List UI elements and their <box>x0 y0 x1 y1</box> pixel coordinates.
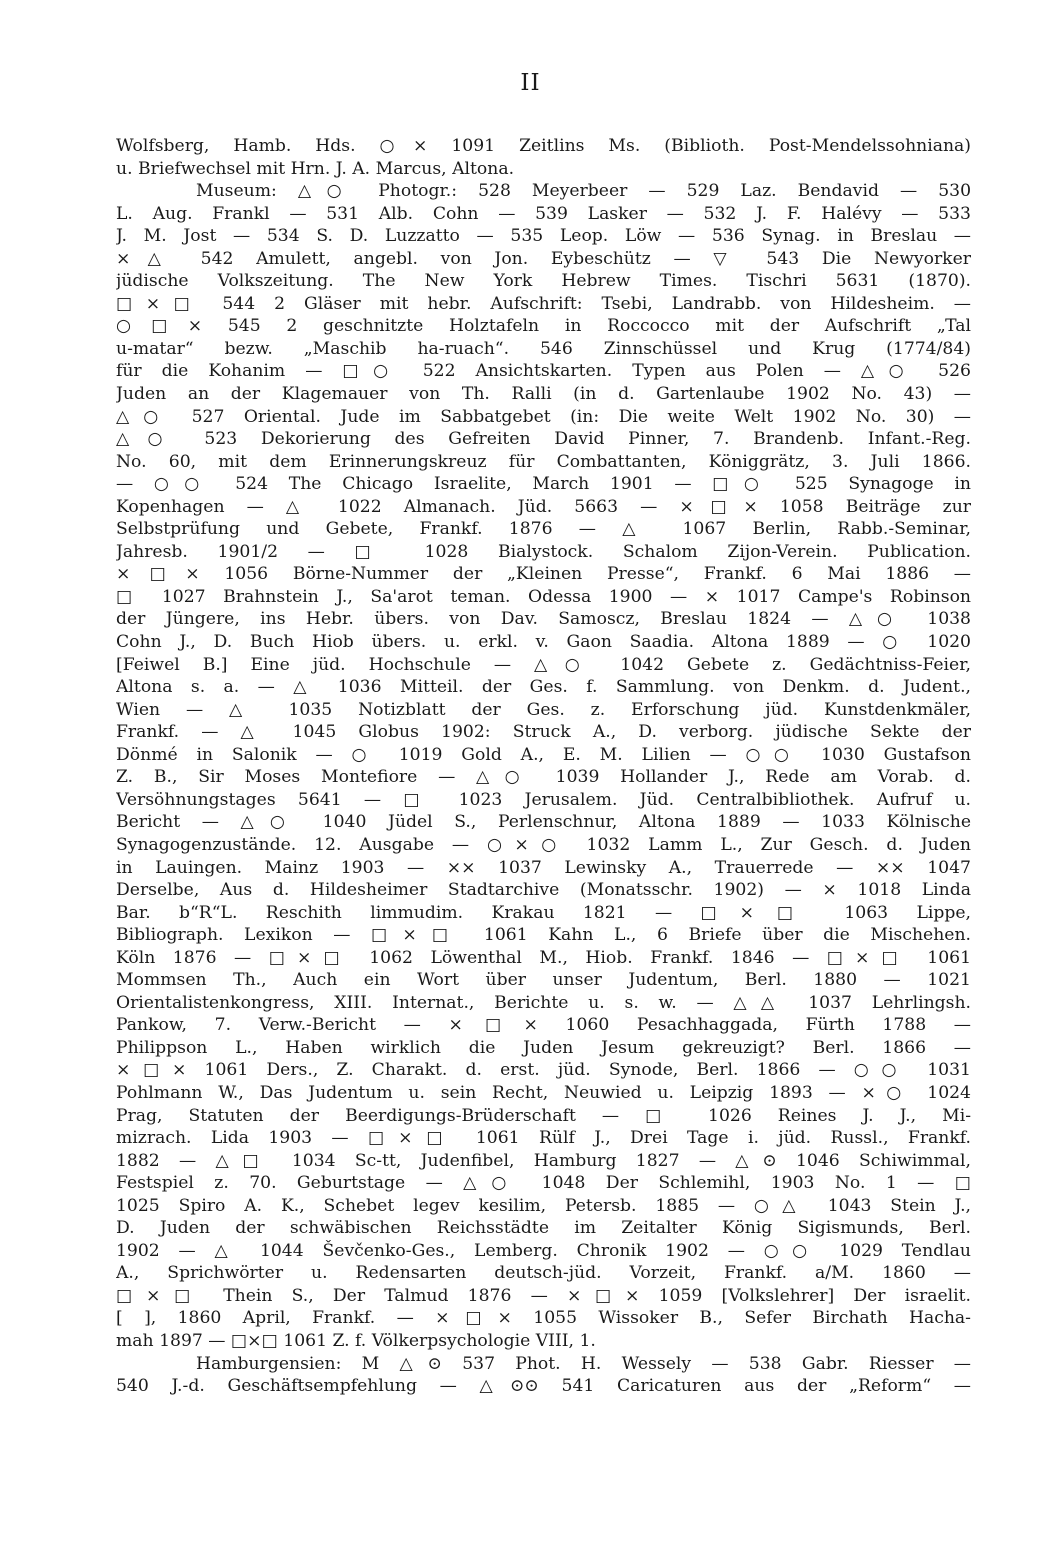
text-line: Festspiel z. 70. Geburtstage — △○ 1048 Der Schlemihl, 1903 No. 1 — □ <box>116 1173 971 1194</box>
text-line: ○□× 545 2 geschnitzte Holztafeln in Roccocco mit der Aufschrift „Tal <box>116 316 971 337</box>
text-line: Kopenhagen — △ 1022 Almanach. Jüd. 5663 — ×□× 1058 Beiträge zur <box>116 496 971 517</box>
text-line: Köln 1876 — □×□ 1062 Löwenthal M., Hiob. Frankf. 1846 — □×□ 1061 <box>116 947 971 968</box>
text-line: No. 60, mit dem Erinnerungskreuz für Combattanten, Königgrätz, 3. Juli 1866. <box>116 451 971 472</box>
text-line: □×□ 544 2 Gläser mit hebr. Aufschrift: Tsebi, Landrabb. von Hildesheim. — <box>116 293 971 314</box>
text-line: 1882 — △□ 1034 Sc-tt, Judenfibel, Hamburg 1827 — △⊙ 1046 Schiwimmal, <box>116 1150 971 1171</box>
text-line: D. Juden der schwäbischen Reichsstädte im Zeitalter König Sigismunds, Berl. <box>116 1218 971 1239</box>
text-line: [ ], 1860 April, Frankf. — ×□× 1055 Wissoker B., Sefer Birchath Hacha- <box>116 1308 971 1329</box>
text-line: △○ 527 Oriental. Jude im Sabbatgebet (in: Die weite Welt 1902 No. 30) — <box>116 406 971 427</box>
text-line: Museum: △○ Photogr.: 528 Meyerbeer — 529 Laz. Bendavid — 530 <box>196 181 971 202</box>
text-line: Frankf. — △ 1045 Globus 1902: Struck A., D. verborg. jüdische Sekte der <box>116 722 971 743</box>
text-line: Selbstprüfung und Gebete, Frankf. 1876 — △ 1067 Berlin, Rabb.-Seminar, <box>116 519 971 540</box>
text-line: mizrach. Lida 1903 — □×□ 1061 Rülf J., Drei Tage i. jüd. Russl., Frankf. <box>116 1128 971 1149</box>
text-line: □×□ Thein S., Der Talmud 1876 — ×□× 1059 [Volkslehrer] Der israelit. <box>116 1285 971 1306</box>
text-line: Philippson L., Haben wirklich die Juden Jesum gekreuzigt? Berl. 1866 — <box>116 1037 971 1058</box>
text-line: Pohlmann W., Das Judentum u. sein Recht, Neuwied u. Leipzig 1893 — ×○ 1024 <box>116 1082 971 1103</box>
text-line: Bar. b“R“L. Reschith limmudim. Krakau 1821 — □×□ 1063 Lippe, <box>116 902 971 923</box>
text-line: □ 1027 Brahnstein J., Sa'arot teman. Odessa 1900 — × 1017 Campe's Robinson <box>116 586 971 607</box>
text-line: △○ 523 Dekorierung des Gefreiten David Pinner, 7. Brandenb. Infant.-Reg. <box>116 429 971 450</box>
page-number: II <box>520 70 541 96</box>
text-line: Jahresb. 1901/2 — □ 1028 Bialystock. Schalom Zijon-Verein. Publication. <box>116 541 971 562</box>
text-line: ×□× 1056 Börne-Nummer der „Kleinen Presse“, Frankf. 6 Mai 1886 — <box>116 564 971 585</box>
text-line: Bericht — △○ 1040 Jüdel S., Perlenschnur, Altona 1889 — 1033 Kölnische <box>116 812 971 833</box>
text-line: u-matar“ bezw. „Maschib ha-ruach“. 546 Zinnschüssel und Krug (1774/84) <box>116 338 971 359</box>
text-line: Synagogenzustände. 12. Ausgabe — ○×○ 1032 Lamm L., Zur Gesch. d. Juden <box>116 834 971 855</box>
text-line: Hamburgensien: M △⊙ 537 Phot. H. Wessely — 538 Gabr. Riesser — <box>196 1353 971 1374</box>
text-line: Pankow, 7. Verw.-Bericht — ×□× 1060 Pesachhaggada, Fürth 1788 — <box>116 1015 971 1036</box>
text-line: Wien — △ 1035 Notizblatt der Ges. z. Erforschung jüd. Kunstdenkmäler, <box>116 699 971 720</box>
text-line: — ○○ 524 The Chicago Israelite, March 1901 — □○ 525 Synagoge in <box>116 474 971 495</box>
text-line: u. Briefwechsel mit Hrn. J. A. Marcus, Altona. <box>116 158 515 179</box>
text-line: in Lauingen. Mainz 1903 — ×× 1037 Lewinsky A., Trauerrede — ×× 1047 <box>116 857 971 878</box>
text-line: Cohn J., D. Buch Hiob übers. u. erkl. v. Gaon Saadia. Altona 1889 — ○ 1020 <box>116 632 971 653</box>
text-line: Dönmé in Salonik — ○ 1019 Gold A., E. M. Lilien — ○○ 1030 Gustafson <box>116 744 971 765</box>
text-block <box>116 135 971 1398</box>
text-line: J. M. Jost — 534 S. D. Luzzatto — 535 Leop. Löw — 536 Synag. in Breslau — <box>116 226 971 247</box>
text-line: Prag, Statuten der Beerdigungs-Brüderschaft — □ 1026 Reines J. J., Mi- <box>116 1105 971 1126</box>
text-line: Derselbe, Aus d. Hildesheimer Stadtarchive (Monatsschr. 1902) — × 1018 Linda <box>116 880 971 901</box>
text-line: Z. B., Sir Moses Montefiore — △○ 1039 Hollander J., Rede am Vorab. d. <box>116 767 971 788</box>
text-line: Mommsen Th., Auch ein Wort über unser Judentum, Berl. 1880 — 1021 <box>116 970 971 991</box>
text-line: ×□× 1061 Ders., Z. Charakt. d. erst. jüd. Synode, Berl. 1866 — ○○ 1031 <box>116 1060 971 1081</box>
text-line: Juden an der Klagemauer von Th. Ralli (in d. Gartenlaube 1902 No. 43) — <box>116 384 971 405</box>
text-line: Orientalistenkongress, XIII. Internat., Berichte u. s. w. — △△ 1037 Lehrlingsh. <box>116 992 971 1013</box>
text-line: Bibliograph. Lexikon — □×□ 1061 Kahn L., 6 Briefe über die Mischehen. <box>116 925 971 946</box>
text-line: der Jüngere, ins Hebr. übers. von Dav. Samoscz, Breslau 1824 — △○ 1038 <box>116 609 971 630</box>
text-line: Versöhnungstages 5641 — □ 1023 Jerusalem. Jüd. Centralbibliothek. Aufruf u. <box>116 789 971 810</box>
text-line: jüdische Volkszeitung. The New York Hebrew Times. Tischri 5631 (1870). <box>116 271 971 292</box>
text-line: für die Kohanim — □○ 522 Ansichtskarten. Typen aus Polen — △○ 526 <box>116 361 971 382</box>
text-line: Altona s. a. — △ 1036 Mitteil. der Ges. f. Sammlung. von Denkm. d. Judent., <box>116 677 971 698</box>
text-line: A., Sprichwörter u. Redensarten deutsch-jüd. Vorzeit, Frankf. a/M. 1860 — <box>116 1263 971 1284</box>
text-line: mah 1897 — □×□ 1061 Z. f. Völkerpsychologie VIII, 1. <box>116 1330 596 1351</box>
text-line: [Feiwel B.] Eine jüd. Hochschule — △○ 1042 Gebete z. Gedächtniss-Feier, <box>116 654 971 675</box>
text-line: ×△ 542 Amulett, angebl. von Jon. Eybeschütz — ▽ 543 Die Newyorker <box>116 248 971 269</box>
text-line: 1902 — △ 1044 Ševčenko-Ges., Lemberg. Chronik 1902 — ○○ 1029 Tendlau <box>116 1240 971 1261</box>
text-line: Wolfsberg, Hamb. Hds. ○× 1091 Zeitlins Ms. (Biblioth. Post-Mendelssohniana) <box>116 136 971 156</box>
text-line: L. Aug. Frankl — 531 Alb. Cohn — 539 Lasker — 532 J. F. Halévy — 533 <box>116 203 971 224</box>
text-line: 1025 Spiro A. K., Schebet legev kesilim, Petersb. 1885 — ○△ 1043 Stein J., <box>116 1195 971 1216</box>
text-line: 540 J.-d. Geschäftsempfehlung — △⊙⊙ 541 Caricaturen aus der „Reform“ — <box>116 1376 971 1397</box>
